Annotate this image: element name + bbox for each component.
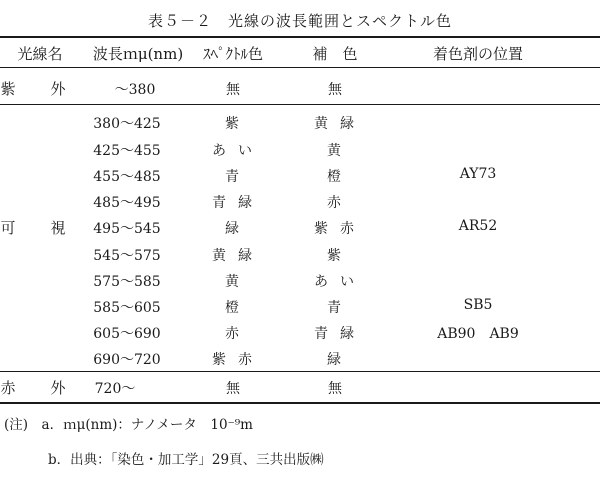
ir-complement: 無 [328,381,342,397]
visible-range: 545～575 [93,248,161,264]
group-label-uv: 紫 外 [0,80,76,98]
visible-agent: AY73 [459,166,497,182]
visible-color: 赤 [225,326,251,342]
visible-range: 690～720 [93,352,161,368]
header-light-name: 光線名 [17,45,63,63]
visible-color: 橙 [225,300,251,316]
visible-complement: 紫 [327,248,353,264]
header-rule [0,67,600,68]
note-a: (注) a．ｍμ(nm)：ナノメータ 10⁻⁹m [4,417,253,433]
group-label-ir: 赤 外 [0,379,76,397]
visible-color: 紫赤 [212,352,264,368]
uv-range: ～380 [114,82,156,98]
visible-complement: 赤 [327,195,353,211]
visible-agent: SB5 [463,297,493,313]
note-b: b．出典：「染色・加工学」29頁、三共出版㈱ [48,452,324,468]
visible-complement: 青緑 [314,326,366,342]
visible-complement: 橙 [327,169,353,185]
top-rule [0,36,600,38]
uv-visible-rule [0,104,600,105]
visible-range: 425～455 [93,143,161,159]
visible-complement: 紫赤 [314,221,366,237]
visible-complement: 黄緑 [314,116,366,132]
visible-agent: AR52 [458,218,498,234]
visible-color: 黄 [225,274,251,290]
visible-range: 495～545 [93,221,161,237]
visible-complement: 緑 [327,352,353,368]
visible-agent: AB90 AB9 [437,326,519,342]
visible-ir-rule [0,371,600,372]
visible-color: 青 [225,169,251,185]
uv-complement: 無 [328,82,342,98]
ir-range: 720～ [94,381,136,397]
bottom-rule [0,402,600,404]
table-title: 表５－２ 光線の波長範囲とスペクトル色 [147,12,452,30]
header-wavelength: 波長ｍμ(nm) [92,45,184,63]
visible-range: 605～690 [93,326,161,342]
visible-color: 緑 [225,221,251,237]
visible-color: 青緑 [212,195,264,211]
visible-color: あい [212,143,264,159]
visible-range: 585～605 [93,300,161,316]
group-label-visible: 可 視 [0,219,76,237]
visible-color: 紫 [225,116,251,132]
visible-range: 455～485 [93,169,161,185]
visible-complement: あい [314,274,366,290]
visible-range: 380～425 [93,116,161,132]
ir-color: 無 [226,381,240,397]
header-colorant-position: 着色剤の位置 [432,45,524,63]
visible-complement: 青 [327,300,353,316]
uv-color: 無 [226,82,240,98]
visible-range: 575～585 [93,274,161,290]
header-complementary-color: 補 色 [312,45,358,63]
visible-color: 黄緑 [212,248,264,264]
visible-range: 485～495 [93,195,161,211]
header-spectral-color: ｽﾍﾟｸﾄﾙ色 [202,45,264,63]
visible-complement: 黄 [327,143,353,159]
